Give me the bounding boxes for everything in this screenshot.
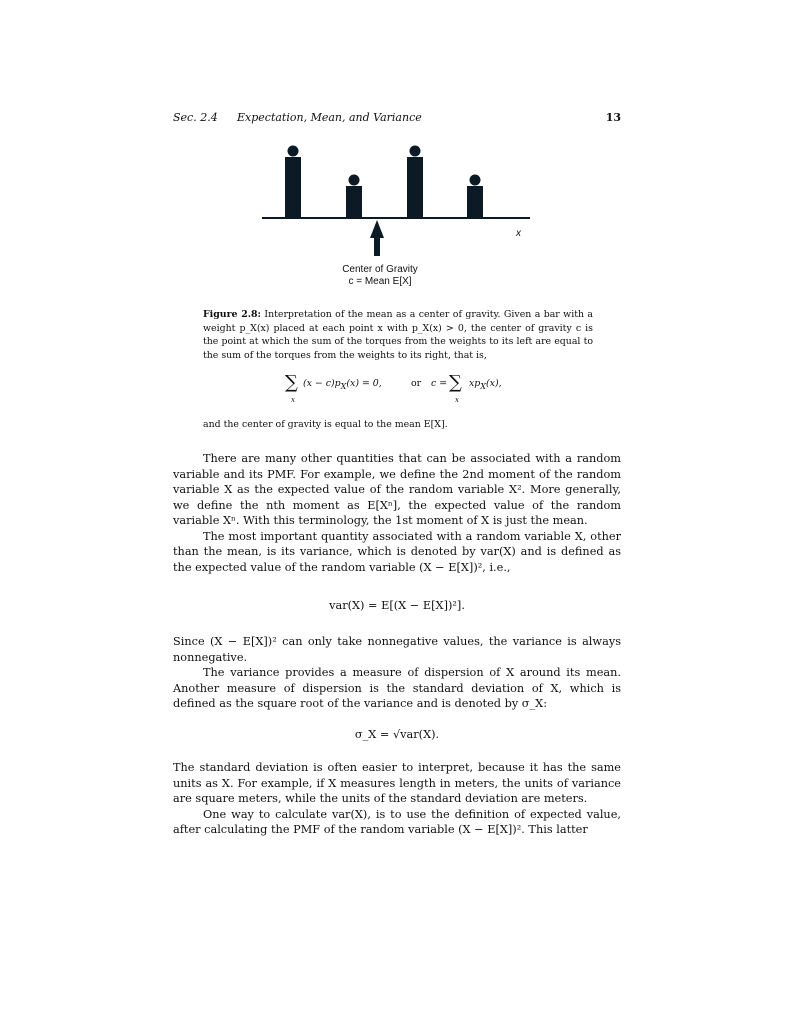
center-label-line1: Center of Gravity bbox=[342, 264, 418, 275]
weight-ball-2 bbox=[349, 175, 360, 186]
weight-ball-3 bbox=[410, 146, 421, 157]
figure-caption bbox=[203, 308, 593, 363]
weight-ball-4 bbox=[470, 175, 481, 186]
eq-right-prefix: c = bbox=[431, 378, 448, 389]
sum-symbol-right: ∑ bbox=[449, 372, 462, 393]
sigma-equation: σ_X = √var(X). bbox=[354, 728, 440, 741]
eq-right-main: xpX(x), bbox=[469, 378, 502, 391]
center-arrow bbox=[370, 220, 384, 256]
body-section-2 bbox=[173, 634, 621, 712]
sum-index-left: x bbox=[291, 396, 295, 404]
center-label-line2: c = Mean E[X] bbox=[348, 276, 412, 287]
weight-bar-1 bbox=[285, 157, 301, 218]
page-number: 13 bbox=[605, 111, 621, 124]
paragraph-std-def: The variance provides a measure of dispersion of X around its mean. Another measure of dispersion is the standard deviation of X, which is defined as the square root of the variance and is denoted by σ_X: bbox=[173, 666, 621, 710]
caption-text: Interpretation of the mean as a center of gravity. Given a bar with a weight p_X(x) placed at each point x with p_X(x) > 0, the center of gravity c is the point at which the sum of the torques from the weights to its left are equal to the sum of the torques from the weights to its right, that is, bbox=[203, 309, 594, 362]
weight-bar-4 bbox=[467, 186, 483, 218]
paragraph-nonnegative: Since (X − E[X])² can only take nonnegative values, the variance is always nonnegative. bbox=[173, 635, 621, 664]
section-label: Sec. 2.4 bbox=[173, 111, 218, 124]
caption-equation bbox=[203, 372, 593, 410]
sum-symbol-left: ∑ bbox=[285, 372, 298, 393]
paragraph-std-interpret: The standard deviation is often easier to interpret, because it has the same units as X. For example, if X measures length in meters, the units of variance are square meters, while the units of the standard deviation are meters. bbox=[173, 761, 621, 805]
paragraph-moments: There are many other quantities that can be associated with a random variable and its PMF. For example, we define the 2nd moment of the random variable X as the expected value of the random variable X². More generally, we define the nth moment as E[Xⁿ], the expected value of the random variable Xⁿ. With this terminology, the 1st moment of X is just the mean. bbox=[173, 452, 621, 527]
paragraph-variance-def: The most important quantity associated with a random variable X, other than the mean, is its variance, which is denoted by var(X) and is defined as the expected value of the random variable (X − E[X])², i.e., bbox=[173, 529, 621, 574]
weight-bar-3 bbox=[407, 157, 423, 218]
chapter-title: Expectation, Mean, and Variance bbox=[237, 111, 422, 124]
eq-left-main: (x − c)pX(x) = 0, bbox=[303, 378, 382, 391]
sum-index-right: x bbox=[455, 396, 459, 404]
center-of-gravity-figure bbox=[250, 140, 550, 290]
weight-bar-2 bbox=[346, 186, 362, 218]
figure-number: Figure 2.8: bbox=[203, 309, 261, 320]
running-head bbox=[173, 111, 621, 127]
body-section-1 bbox=[173, 451, 621, 575]
body-section-3 bbox=[173, 760, 621, 838]
paragraph-calc-var: One way to calculate var(X), is to use the definition of expected value, after calculating the PMF of the random variable (X − E[X])². This latter bbox=[173, 807, 621, 836]
variance-equation: var(X) = E[(X − E[X])²]. bbox=[329, 599, 465, 612]
weight-ball-1 bbox=[288, 146, 299, 157]
caption-tail: and the center of gravity is equal to the mean E[X]. bbox=[203, 419, 448, 430]
x-axis-label: x bbox=[516, 228, 521, 239]
eq-or: or bbox=[411, 378, 422, 389]
